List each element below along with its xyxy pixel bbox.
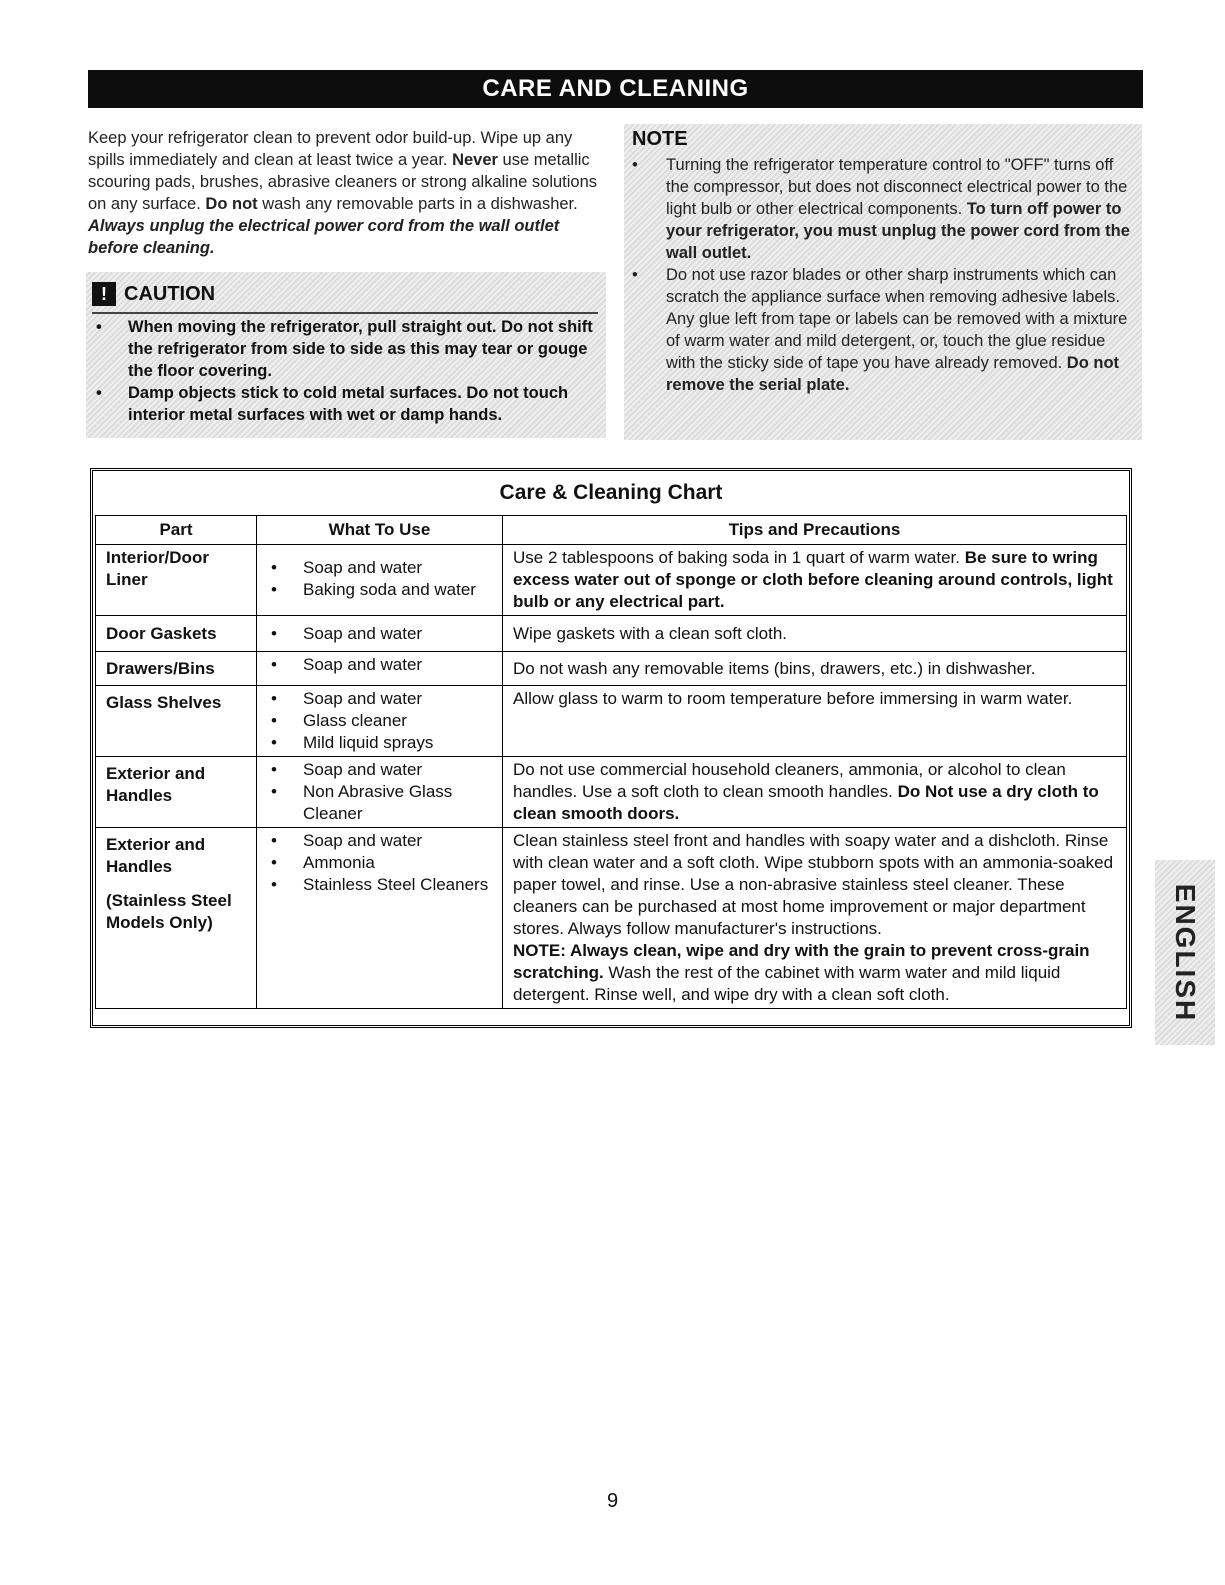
part-name: Exterior and Handles <box>106 835 206 876</box>
use-item: • Non Abrasive Glass Cleaner <box>265 781 492 825</box>
part-cell <box>96 828 257 1009</box>
tips-cell <box>503 757 1127 828</box>
tips-cell: Allow glass to warm to room temperature before immersing in warm water. <box>503 686 1127 757</box>
tips-cell: Wipe gaskets with a clean soft cloth. <box>503 616 1127 652</box>
note-box <box>624 124 1142 440</box>
table-row <box>96 652 1127 686</box>
table-row <box>96 686 1127 757</box>
tips-cell <box>503 828 1127 1009</box>
tips-cell <box>503 545 1127 616</box>
note-emphasis: Do not remove the serial plate. <box>666 354 1120 394</box>
intro-emphasis: Never <box>452 151 498 169</box>
tips-emphasis: NOTE: Always clean, wipe and dry with the grain to prevent cross-grain scratching. <box>513 941 1090 982</box>
intro-warning: Always unplug the electrical power cord from the wall outlet before cleaning. <box>88 217 560 257</box>
warning-icon: ! <box>92 282 116 306</box>
caution-box <box>86 272 606 438</box>
use-cell <box>257 616 503 652</box>
note-list <box>628 154 1133 396</box>
use-cell <box>257 757 503 828</box>
tips-emphasis: Be sure to wring excess water out of sponge or cloth before cleaning around controls, light bulb or any electrical part. <box>513 548 1113 611</box>
intro-text: Keep your refrigerator clean to prevent odor build-up. Wipe up any spills immediately and clean at least twice a year. <box>88 129 573 169</box>
part-cell: Exterior and Handles <box>96 757 257 828</box>
caution-heading <box>92 282 215 306</box>
language-label: ENGLISH <box>1170 883 1201 1022</box>
use-cell <box>257 545 503 616</box>
use-item: • Soap and water <box>265 557 492 579</box>
language-tab <box>1155 860 1215 1045</box>
table-row <box>96 616 1127 652</box>
intro-text: use metallic scouring pads, brushes, abrasive cleaners or strong alkaline solutions on any surface. <box>88 151 598 213</box>
table-row <box>96 828 1127 1009</box>
caution-heading-text: CAUTION <box>124 282 216 305</box>
part-cell: Glass Shelves <box>96 686 257 757</box>
use-item: • Glass cleaner <box>265 710 492 732</box>
tips-emphasis: Do Not use a dry cloth to clean smooth doors. <box>513 782 1099 823</box>
table-header-row <box>96 516 1127 545</box>
use-cell <box>257 828 503 1009</box>
caution-divider <box>92 312 598 314</box>
note-item <box>628 264 1133 396</box>
caution-list <box>92 316 597 426</box>
use-item: • Ammonia <box>265 852 492 874</box>
intro-paragraph <box>88 127 608 259</box>
tips-text: Wash the rest of the cabinet with warm water and mild liquid detergent. Rinse well, and wipe dry with a clean soft cloth. <box>513 963 1061 1004</box>
chart-title: Care & Cleaning Chart <box>499 481 723 504</box>
tips-cell: Do not wash any removable items (bins, drawers, etc.) in dishwasher. <box>503 652 1127 686</box>
care-table <box>95 515 1127 1009</box>
use-item: • Baking soda and water <box>265 579 492 601</box>
use-item: • Soap and water <box>265 759 492 781</box>
note-text: Turning the refrigerator temperature control to "OFF" turns off the compressor, but does not disconnect electrical power to the light bulb or other electrical components. <box>666 156 1128 218</box>
part-note: (Stainless Steel Models Only) <box>106 891 232 932</box>
use-cell <box>257 652 503 686</box>
header-part: Part <box>96 516 257 545</box>
note-item <box>628 154 1133 264</box>
header-use: What To Use <box>257 516 503 545</box>
table-row <box>96 545 1127 616</box>
note-text: Do not use razor blades or other sharp instruments which can scratch the appliance surface when removing adhesive labels. Any glue left from tape or labels can be removed with a mixture of warm water and mild detergent, or, touch the glue residue with the sticky side of tape you have already removed. <box>666 266 1128 372</box>
tips-text: Clean stainless steel front and handles with soapy water and a dishcloth. Rinse with clean water and a soft cloth. Wipe stubborn spots with an ammonia-soaked paper towel, and rinse. Use a non-abrasive stainless steel cleaner. These cleaners can be purchased at most home improvement or major department stores. Always follow manufacturer's instructions. <box>513 831 1114 938</box>
table-row <box>96 757 1127 828</box>
tips-text: Use 2 tablespoons of baking soda in 1 quart of warm water. <box>513 548 965 567</box>
header-tips: Tips and Precautions <box>503 516 1127 545</box>
care-cleaning-chart <box>90 468 1132 1028</box>
intro-emphasis: Do not <box>205 195 258 213</box>
section-banner: CARE AND CLEANING <box>88 70 1143 108</box>
use-item: • Soap and water <box>265 623 492 645</box>
use-item: • Stainless Steel Cleaners <box>265 874 492 896</box>
use-item: • Mild liquid sprays <box>265 732 492 754</box>
caution-item: • When moving the refrigerator, pull straight out. Do not shift the refrigerator from side to side as this may tear or gouge the floor covering. <box>92 316 597 382</box>
use-item: • Soap and water <box>265 688 492 710</box>
use-item: • Soap and water <box>265 830 492 852</box>
note-emphasis: To turn off power to your refrigerator, you must unplug the power cord from the wall outlet. <box>666 200 1130 262</box>
intro-text: wash any removable parts in a dishwasher. <box>257 195 578 213</box>
part-cell: Interior/Door Liner <box>96 545 257 616</box>
part-cell: Drawers/Bins <box>96 652 257 686</box>
caution-item: • Damp objects stick to cold metal surfaces. Do not touch interior metal surfaces with wet or damp hands. <box>92 382 597 426</box>
note-heading: NOTE <box>632 128 688 150</box>
page-number: 9 <box>606 1490 619 1512</box>
use-item: • Soap and water <box>265 654 492 676</box>
part-cell: Door Gaskets <box>96 616 257 652</box>
tips-text: Do not use commercial household cleaners, ammonia, or alcohol to clean handles. Use a soft cloth to clean smooth handles. <box>513 760 1066 801</box>
use-cell <box>257 686 503 757</box>
